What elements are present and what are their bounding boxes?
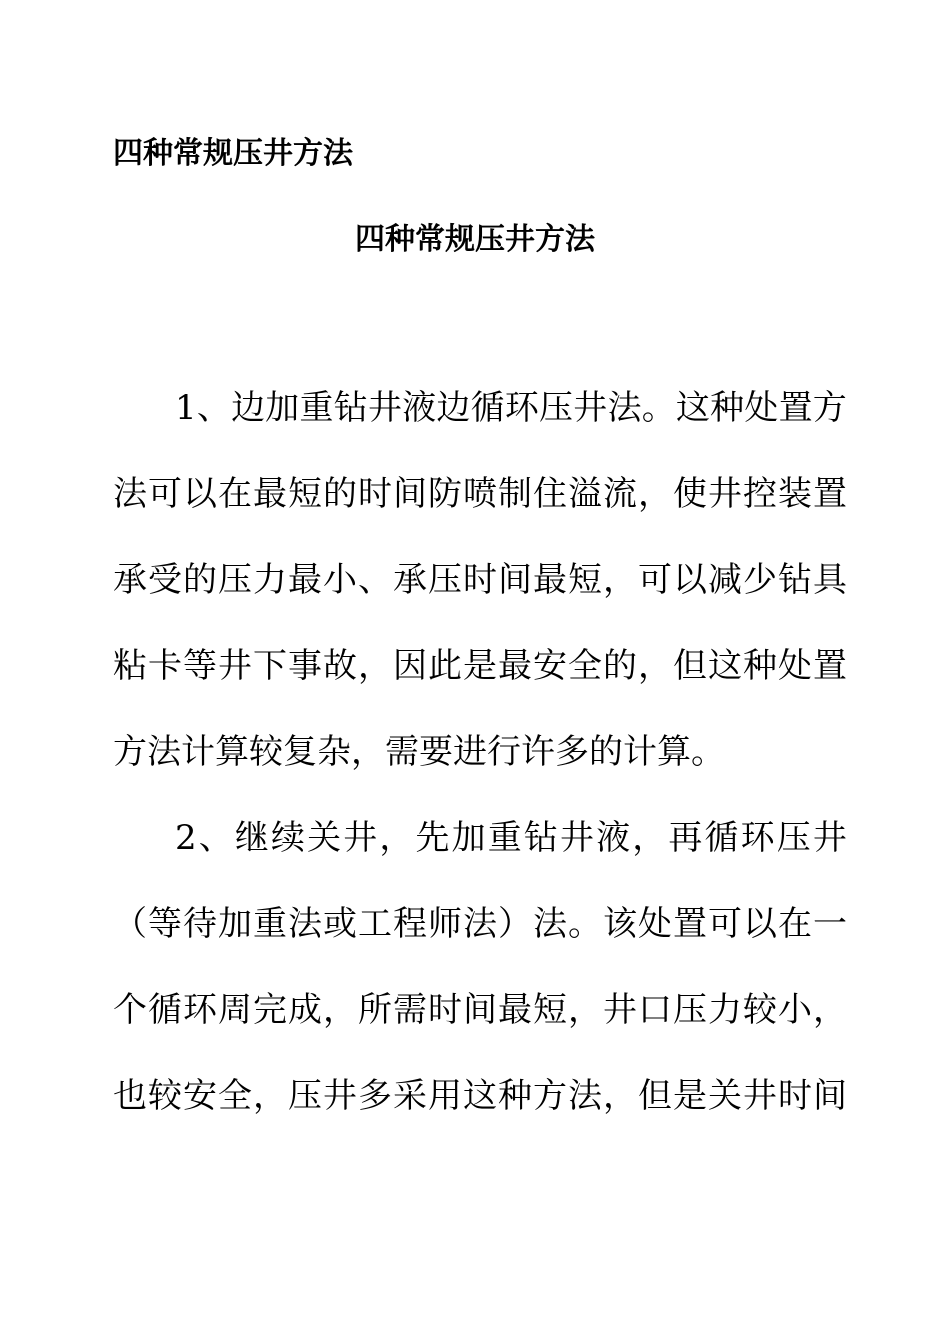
paragraph-line: 承 受 的 压 力 最 小 、 承 压 时 间 最 短 ， 可 以 减 少 钻 具: [113, 560, 847, 600]
page-title: 四种常规压井方法: [355, 222, 595, 257]
paragraph-line: 个 循 环 周 完 成 ， 所 需 时 间 最 短 ， 井 口 压 力 较 小 ，: [113, 990, 847, 1030]
paragraph-line: （ 等 待 加 重 法 或 工 程 师 法 ） 法 。 该 处 置 可 以 在 一: [113, 904, 847, 944]
paragraph-line: 也 较 安 全 ， 压 井 多 采 用 这 种 方 法 ， 但 是 关 井 时 间: [113, 1076, 847, 1116]
paragraph-line: 法 可 以 在 最 短 的 时 间 防 喷 制 住 溢 流 ， 使 井 控 装 置: [113, 474, 847, 514]
document-heading: 四种常规压井方法: [113, 136, 353, 171]
paragraph-line: 1 、 边 加 重 钻 井 液 边 循 环 压 井 法 。 这 种 处 置 方: [175, 388, 847, 428]
paragraph-line: 粘 卡 等 井 下 事 故 ， 因 此 是 最 安 全 的 ， 但 这 种 处 置: [113, 646, 847, 686]
body-text: [113, 385, 847, 1159]
paragraph-line: 2 、 继 续 关 井 ， 先 加 重 钻 井 液 ， 再 循 环 压 井: [175, 818, 847, 858]
paragraph-line: 方法计算较复杂，需要进行许多的计算。: [113, 732, 725, 772]
